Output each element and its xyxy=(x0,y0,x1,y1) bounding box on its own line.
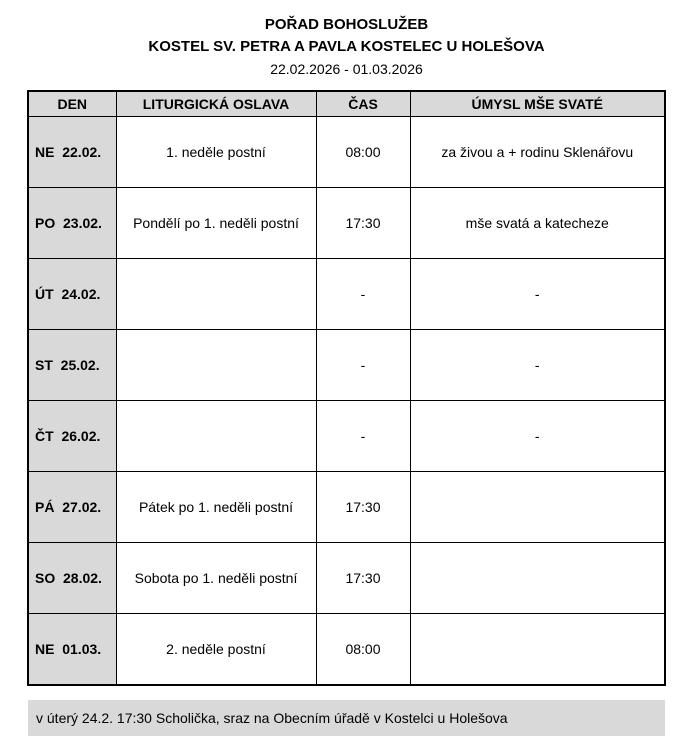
time-cell: 17:30 xyxy=(316,542,410,613)
intention-cell xyxy=(410,613,665,685)
table-row xyxy=(28,613,665,685)
day-cell: ÚT 24.02. xyxy=(28,258,116,329)
table-row xyxy=(28,329,665,400)
table-row xyxy=(28,542,665,613)
intention-cell: - xyxy=(410,329,665,400)
liturgy-cell: 1. neděle postní xyxy=(116,116,316,187)
day-cell: NE 22.02. xyxy=(28,116,116,187)
liturgy-cell: Pondělí po 1. neděli postní xyxy=(116,187,316,258)
day-cell: PO 23.02. xyxy=(28,187,116,258)
column-header-oslava: LITURGICKÁ OSLAVA xyxy=(116,91,316,117)
liturgy-cell: Sobota po 1. neděli postní xyxy=(116,542,316,613)
day-cell: SO 28.02. xyxy=(28,542,116,613)
mass-schedule-table xyxy=(27,90,666,686)
church-name: KOSTEL SV. PETRA A PAVLA KOSTELEC U HOLEŠOVA xyxy=(148,37,545,55)
day-cell: NE 01.03. xyxy=(28,613,116,685)
time-cell: 08:00 xyxy=(316,613,410,685)
page-header xyxy=(0,14,693,77)
intention-cell: mše svatá a katecheze xyxy=(410,187,665,258)
announcement-note: v úterý 24.2. 17:30 Scholička, sraz na Obecním úřadě v Kostelci u Holešova xyxy=(28,700,665,736)
table-row xyxy=(28,471,665,542)
column-header-den: DEN xyxy=(28,91,116,117)
time-cell: - xyxy=(316,258,410,329)
date-range: 22.02.2026 - 01.03.2026 xyxy=(270,60,423,77)
liturgy-cell: Pátek po 1. neděli postní xyxy=(116,471,316,542)
day-cell: PÁ 27.02. xyxy=(28,471,116,542)
time-cell: - xyxy=(316,400,410,471)
intention-cell: za živou a + rodinu Sklenářovu xyxy=(410,116,665,187)
table-row xyxy=(28,187,665,258)
column-header-cas: ČAS xyxy=(316,91,410,117)
day-cell: ČT 26.02. xyxy=(28,400,116,471)
time-cell: 17:30 xyxy=(316,471,410,542)
liturgy-cell xyxy=(116,400,316,471)
liturgy-cell xyxy=(116,329,316,400)
table-header-row xyxy=(28,91,665,117)
table-row xyxy=(28,258,665,329)
table-row xyxy=(28,400,665,471)
liturgy-cell xyxy=(116,258,316,329)
time-cell: 17:30 xyxy=(316,187,410,258)
intention-cell: - xyxy=(410,400,665,471)
time-cell: - xyxy=(316,329,410,400)
page-title: POŘAD BOHOSLUŽEB xyxy=(264,16,429,33)
day-cell: ST 25.02. xyxy=(28,329,116,400)
intention-cell xyxy=(410,471,665,542)
intention-cell: - xyxy=(410,258,665,329)
time-cell: 08:00 xyxy=(316,116,410,187)
table-row xyxy=(28,116,665,187)
intention-cell xyxy=(410,542,665,613)
liturgy-cell: 2. neděle postní xyxy=(116,613,316,685)
column-header-umysl: ÚMYSL MŠE SVATÉ xyxy=(410,91,665,117)
